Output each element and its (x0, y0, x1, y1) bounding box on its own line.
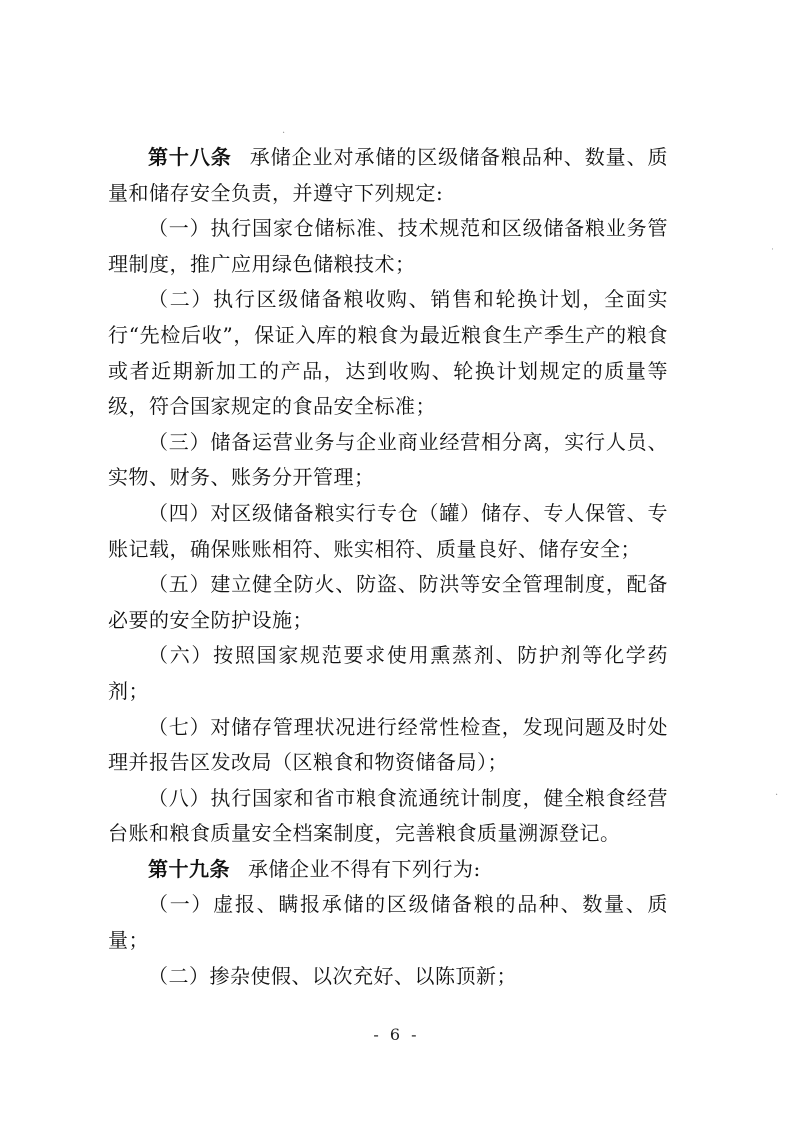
clause-paragraph: （一）执行国家仓储标准、技术规范和区级储备粮业务管理制度，推广应用绿色储粮技术； (108, 216, 668, 276)
scan-mark: ˙ (770, 248, 775, 259)
clause-paragraph: （六）按照国家规范要求使用熏蒸剂、防护剂等化学药剂； (108, 643, 668, 703)
article-heading: 第十八条 (148, 145, 232, 169)
scan-mark: · (282, 128, 286, 139)
scan-mark: · (775, 790, 779, 801)
article-text: 承储企业不得有下列行为: (248, 856, 481, 881)
article-18 (108, 140, 668, 211)
clause-paragraph: （二）掺杂使假、以次充好、以陈顶新； (148, 963, 517, 988)
clause-paragraph: （一）虚报、瞒报承储的区级储备粮的品种、数量、质量； (108, 892, 668, 953)
article-text: 承储企业对承储的区级储备粮品种、数量、质量和储存安全负责，并遵守下列规定: (108, 145, 669, 205)
article-heading: 第十九条 (148, 856, 230, 881)
page-number: - 6 - (373, 1025, 420, 1044)
clause-paragraph: （二）执行区级储备粮收购、销售和轮换计划，全面实行“先检后收”，保证入库的粮食为最近粮食生产季生产的粮食或者近期新加工的产品，达到收购、轮换计划规定的质量等级，符合国家规定的食品安全标准； (108, 287, 668, 419)
article-19 (108, 852, 668, 888)
clause-paragraph: （七）对储存管理状况进行经常性检查，发现问题及时处理并报告区发改局（区粮食和物资储备局）； (108, 714, 668, 775)
clause-paragraph: （八）执行国家和省市粮食流通统计制度，健全粮食经营台账和粮食质量安全档案制度，完善粮食质量溯源登记。 (108, 785, 668, 846)
document-body (108, 140, 668, 994)
clause-paragraph: （四）对区级储备粮实行专仓（罐）储存、专人保管、专账记载，确保账账相符、账实相符、质量良好、储存安全； (108, 500, 668, 561)
clause-paragraph: （三）储备运营业务与企业商业经营相分离，实行人员、实物、财务、账务分开管理； (108, 429, 668, 490)
clause-paragraph: （五）建立健全防火、防盗、防洪等安全管理制度，配备必要的安全防护设施； (108, 572, 668, 632)
